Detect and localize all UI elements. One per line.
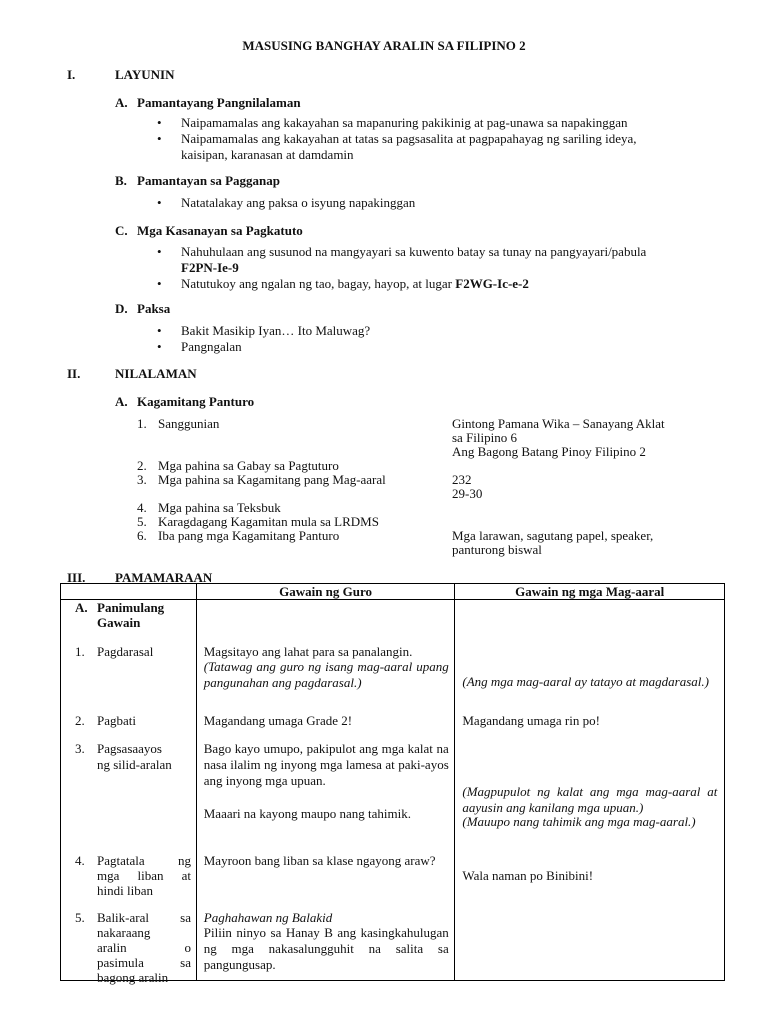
activity-label: Pagsasaayos [97,741,162,756]
activity-num: 4. [75,853,85,868]
list-item [157,131,726,147]
activity-num: 5. [75,910,85,925]
bullet-icon: • [157,115,162,130]
bullet-text: Natatalakay ang paksa o isyung napakinggan [181,195,416,210]
section-1b-bullets [157,195,726,211]
section-1c-bullets [157,244,726,292]
bullet-icon: • [157,131,162,146]
activity-label: Balik-aral sa [97,910,191,925]
materials-item-num: 3. [137,472,147,487]
section-1b-label: B. [115,173,127,188]
column-header-guro: Gawain ng Guro [196,584,455,600]
teacher-activity-column [196,600,455,981]
bullet-text: Nahuhulaan ang susunod na mangyayari sa kuwento batay sa tunay na pangyayari/pabula [181,244,647,259]
competency-code: F2WG-Ic-e-2 [455,276,529,291]
header-empty-cell [61,584,197,600]
teacher-note: (Tatawag ang guro ng isang mag-aaral upang pangunahan ang pagdarasal.) [203,659,449,690]
teacher-text: Bago kayo umupo, pakipulot ang mga kalat na nasa ilalim ng inyong mga lamesa at paki-ayos ang inyong mga upuan. [203,741,449,788]
teacher-text: Magsitayo ang lahat para sa panalangin. [203,644,413,659]
activity-label: nakaraang [97,925,151,940]
section-1c-heading: Mga Kasanayan sa Pagkatuto [137,223,303,238]
section-3-numeral: III. [67,570,86,585]
list-item [157,339,726,355]
materials-item-num: 2. [137,458,147,473]
section-1d-heading: Paksa [137,301,171,316]
activity-label: bagong aralin [97,970,169,985]
materials-item-label: Sanggunian [158,416,220,431]
list-item [157,276,726,292]
activity-num: 2. [75,713,85,728]
activity-label: Pagbati [97,713,136,728]
student-text: Wala naman po Binibini! [462,868,594,883]
student-note: (Magpupulot ng kalat ang mga mag-aaral at aayusin ang kanilang mga upuan.) [462,784,718,815]
materials-item-value: Gintong Pamana Wika – Sanayang Aklat [452,416,665,431]
materials-item-value: Ang Bagong Batang Pinoy Filipino 2 [452,444,646,459]
teacher-note: Paghahawan ng Balakid [203,910,333,925]
materials-item-label: Mga pahina sa Teksbuk [158,500,281,515]
materials-item-num: 5. [137,514,147,529]
list-item [157,195,726,211]
list-item [157,115,726,131]
activity-label: Pagdarasal [97,644,154,659]
bullet-text: Pangngalan [181,339,242,354]
materials-item-label: Mga pahina sa Gabay sa Pagtuturo [158,458,339,473]
group-title: Panimulang [97,600,165,615]
table-row [61,600,725,981]
column-header-magaaral: Gawain ng mga Mag-aaral [455,584,725,600]
materials-item-num: 1. [137,416,147,431]
activity-num: 1. [75,644,85,659]
activity-label: ng silid-aralan [97,757,172,772]
materials-item-value: sa Filipino 6 [452,430,518,445]
materials-item-value: 29-30 [452,486,483,501]
section-1b-heading: Pamantayan sa Pagganap [137,173,281,188]
bullet-icon: • [157,276,162,291]
materials-item-value: Mga larawan, sagutang papel, speaker, [452,528,654,543]
bullet-text: Natutukoy ang ngalan ng tao, bagay, hayop, at lugar [181,276,452,291]
section-1c-label: C. [115,223,128,238]
bullet-icon: • [157,195,162,210]
list-item-continuation [181,147,726,163]
materials-item-value: panturong biswal [452,542,542,557]
activity-label: mga liban at [97,868,191,883]
teacher-text: Magandang umaga Grade 2! [203,713,353,728]
student-note: (Mauupo nang tahimik ang mga mag-aaral.) [462,814,696,829]
bullet-text: Bakit Masikip Iyan… Ito Maluwag? [181,323,371,338]
bullet-icon: • [157,244,162,259]
procedure-table [60,583,725,985]
materials-item-num: 4. [137,500,147,515]
materials-item-label: Iba pang mga Kagamitang Panturo [158,528,340,543]
list-item-continuation [181,260,726,276]
document-title: MASUSING BANGHAY ARALIN SA FILIPINO 2 [242,38,526,53]
bullet-text: kaisipan, karanasan at damdamin [181,147,354,162]
group-title: Gawain [97,615,141,630]
activity-label: hindi liban [97,883,153,898]
bullet-icon: • [157,339,162,354]
bullet-text: Naipamamalas ang kakayahan sa mapanuring pakikinig at pag-unawa sa napakinggan [181,115,628,130]
section-1a-bullets [157,115,726,163]
section-1d-bullets [157,323,726,355]
list-item [157,323,726,339]
teacher-text: Mayroon bang liban sa klase ngayong araw? [203,853,436,868]
teacher-text: Maaari na kayong maupo nang tahimik. [203,806,411,821]
competency-code: F2PN-Ie-9 [181,260,239,275]
bullet-icon: • [157,323,162,338]
section-1a-label: A. [115,95,128,110]
activity-label: aralin o [97,940,191,955]
bullet-text: Naipamamalas ang kakayahan at tatas sa pagsasalita at pagpapahayag ng sariling ideya, [181,131,637,146]
materials-item-label: Mga pahina sa Kagamitang pang Mag-aaral [158,472,386,487]
section-1-heading: LAYUNIN [115,67,175,82]
section-1a-heading: Pamantayang Pangnilalaman [137,95,301,110]
materials-item-num: 6. [137,528,147,543]
student-note: (Ang mga mag-aaral ay tatayo at magdarasal.) [462,674,709,689]
list-item [157,244,726,260]
table-header-row [61,584,725,600]
section-2a-label: A. [115,394,128,409]
section-2-heading: NILALAMAN [115,366,197,381]
materials-item-label: Karagdagang Kagamitan mula sa LRDMS [158,514,379,529]
section-3-heading: PAMAMARAAN [115,570,213,585]
section-2-numeral: II. [67,366,81,381]
section-1d-label: D. [115,301,128,316]
activity-column [61,600,197,985]
activity-num: 3. [75,741,85,756]
teacher-text: Piliin ninyo sa Hanay B ang kasingkahulugan ng mga nakasalungguhit na salita sa pangungusap. [203,925,449,972]
activity-label: pasimula sa [97,955,191,970]
student-activity-column [455,600,725,981]
activity-label: Pagtatala ng [97,853,191,868]
section-2a-heading: Kagamitang Panturo [137,394,255,409]
section-1-numeral: I. [67,67,76,82]
student-text: Magandang umaga rin po! [462,713,600,728]
group-label: A. [75,600,88,615]
materials-item-value: 232 [452,472,472,487]
